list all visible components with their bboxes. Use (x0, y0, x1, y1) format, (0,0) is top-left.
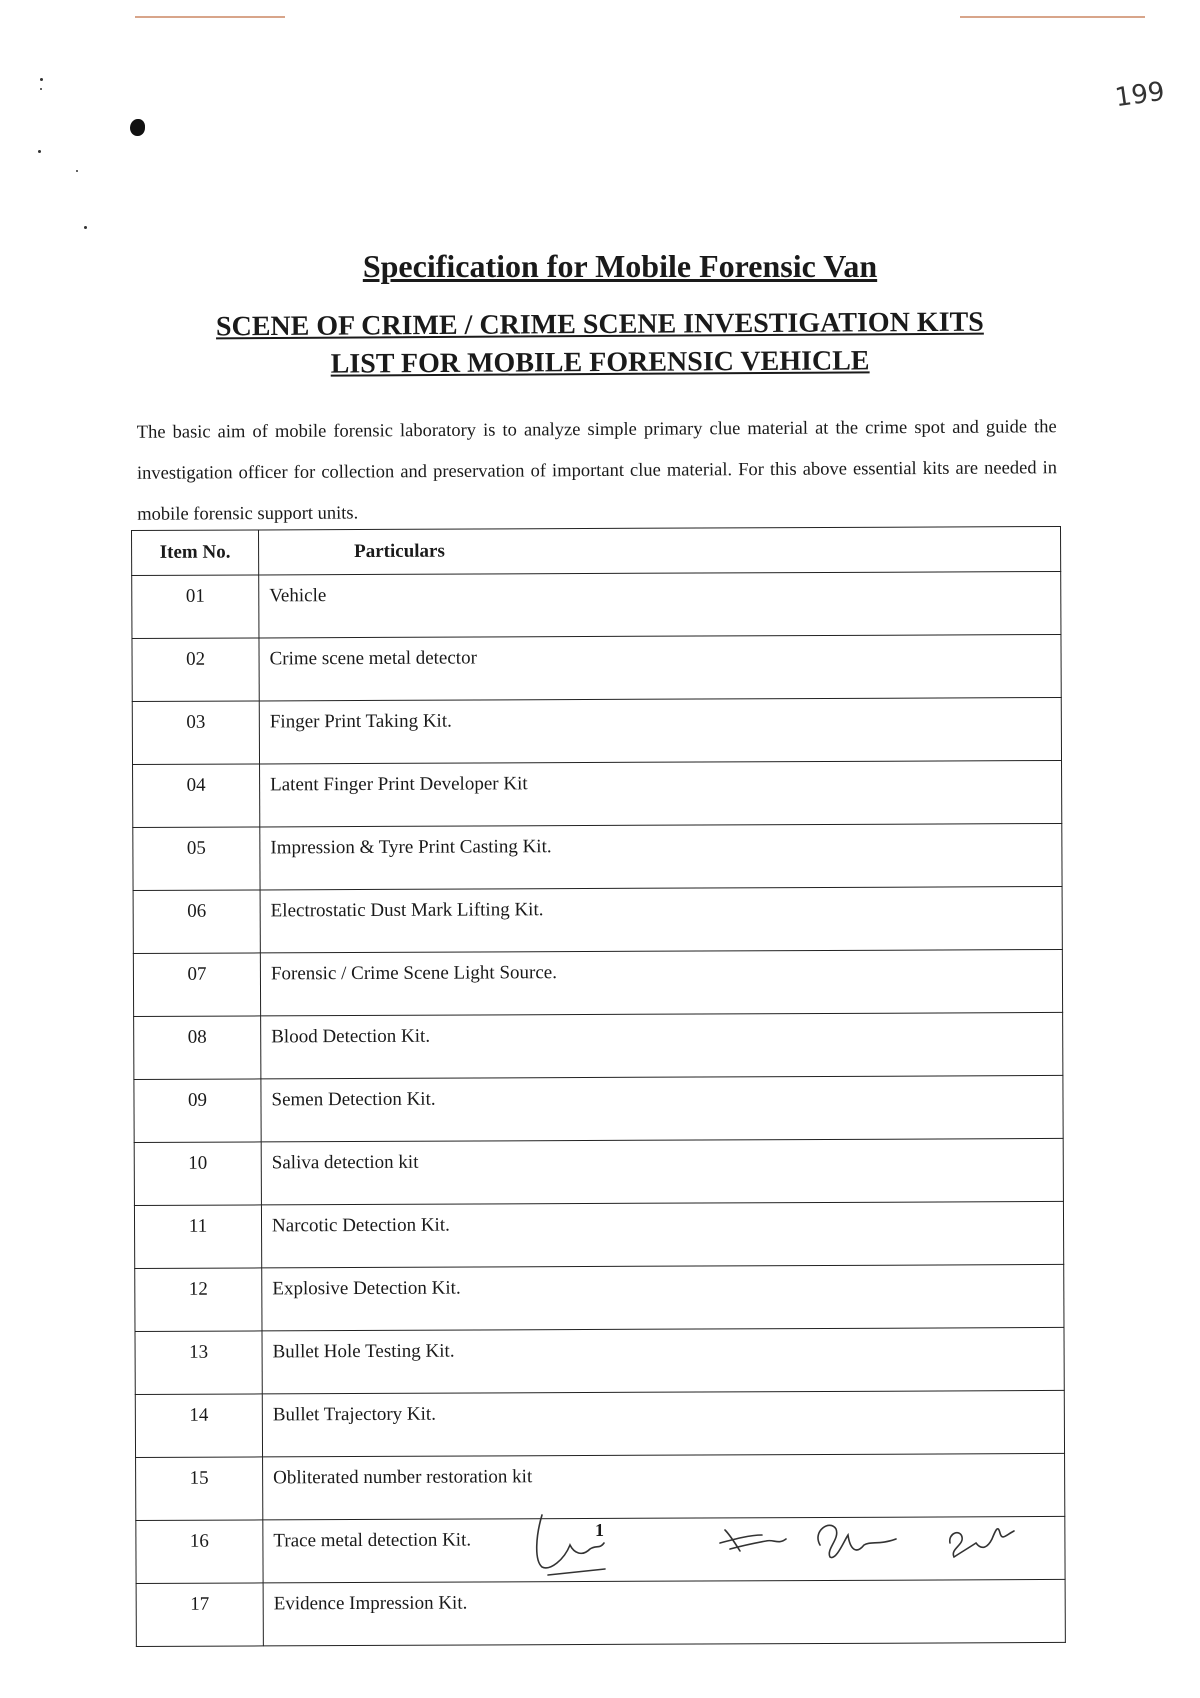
scan-speck (40, 88, 42, 90)
particular-cell: Explosive Detection Kit. (262, 1264, 1064, 1330)
table-row (135, 1264, 1064, 1331)
table-header-row (132, 526, 1061, 575)
table-row (133, 823, 1062, 890)
item-number-cell: 13 (135, 1331, 262, 1395)
scan-speck (76, 170, 78, 172)
table-row (133, 886, 1062, 953)
intro-paragraph: The basic aim of mobile forensic laboratory is to analyze simple primary clue material at the crime spot and guide the investigation officer for collection and preservation of important clue material. For this above essential kits are needed in mobile forensic support units. (136, 417, 1058, 525)
table-row (134, 1138, 1063, 1205)
table-row (134, 1012, 1063, 1079)
item-number-cell: 04 (133, 764, 260, 828)
item-number-cell: 01 (132, 575, 259, 639)
table-row (134, 1075, 1063, 1142)
item-number-cell: 09 (134, 1079, 261, 1143)
particular-cell: Obliterated number restoration kit (263, 1453, 1065, 1519)
item-number-cell: 15 (136, 1457, 263, 1521)
document-subtitle (120, 303, 1080, 385)
subtitle-line-2: LIST FOR MOBILE FORENSIC VEHICLE (330, 345, 870, 380)
table-row (132, 697, 1061, 764)
document-title: Specification for Mobile Forensic Van (362, 248, 878, 284)
particular-cell: Impression & Tyre Print Casting Kit. (260, 823, 1062, 889)
item-number-cell: 02 (132, 638, 259, 702)
particular-cell: Semen Detection Kit. (261, 1075, 1063, 1141)
table-row (135, 1390, 1064, 1457)
item-number-cell: 05 (133, 827, 260, 891)
particular-cell: Narcotic Detection Kit. (261, 1201, 1063, 1267)
kits-table (131, 526, 1066, 1647)
table-row (132, 571, 1061, 638)
header-item-no: Item No. (132, 530, 259, 576)
top-left-rule (135, 16, 285, 18)
table-row (135, 1327, 1064, 1394)
item-number-cell: 10 (134, 1142, 261, 1206)
table-row (134, 1201, 1063, 1268)
ink-blot (130, 119, 145, 136)
item-number-cell: 06 (133, 890, 260, 954)
scan-speck (40, 78, 43, 81)
particular-cell: Crime scene metal detector (259, 634, 1061, 700)
particular-cell: Blood Detection Kit. (261, 1012, 1063, 1078)
particular-cell: Bullet Trajectory Kit. (262, 1390, 1064, 1456)
handwritten-page-number: 199 (1113, 76, 1167, 114)
item-number-cell: 17 (136, 1583, 263, 1647)
item-number-cell: 07 (133, 953, 260, 1017)
table-body (132, 571, 1066, 1646)
item-number-cell: 12 (135, 1268, 262, 1332)
particular-cell: Latent Finger Print Developer Kit (260, 760, 1062, 826)
item-number-cell: 11 (134, 1205, 261, 1269)
table-row (133, 949, 1062, 1016)
table-row (132, 634, 1061, 701)
item-number-cell: 03 (132, 701, 259, 765)
scan-speck (38, 150, 41, 153)
scan-speck (84, 226, 87, 229)
item-number-cell: 14 (135, 1394, 262, 1458)
particular-cell: Trace metal detection Kit. (263, 1516, 1065, 1582)
particular-cell: Saliva detection kit (261, 1138, 1063, 1204)
particular-cell: Forensic / Crime Scene Light Source. (260, 949, 1062, 1015)
particular-cell: Finger Print Taking Kit. (259, 697, 1061, 763)
top-right-rule (960, 16, 1145, 18)
table-row (133, 760, 1062, 827)
signatures (530, 1505, 1090, 1595)
subtitle-line-1: SCENE OF CRIME / CRIME SCENE INVESTIGATION KITS (215, 306, 984, 343)
particular-cell: Vehicle (259, 571, 1061, 637)
handwritten-signatures (530, 1505, 1090, 1595)
item-number-cell: 08 (134, 1016, 261, 1080)
item-number-cell: 16 (136, 1520, 263, 1584)
sheet-number: 1 (595, 1520, 604, 1540)
particular-cell: Evidence Impression Kit. (263, 1579, 1065, 1645)
particular-cell: Bullet Hole Testing Kit. (262, 1327, 1064, 1393)
header-particulars: Particulars (259, 526, 1061, 574)
particular-cell: Electrostatic Dust Mark Lifting Kit. (260, 886, 1062, 952)
